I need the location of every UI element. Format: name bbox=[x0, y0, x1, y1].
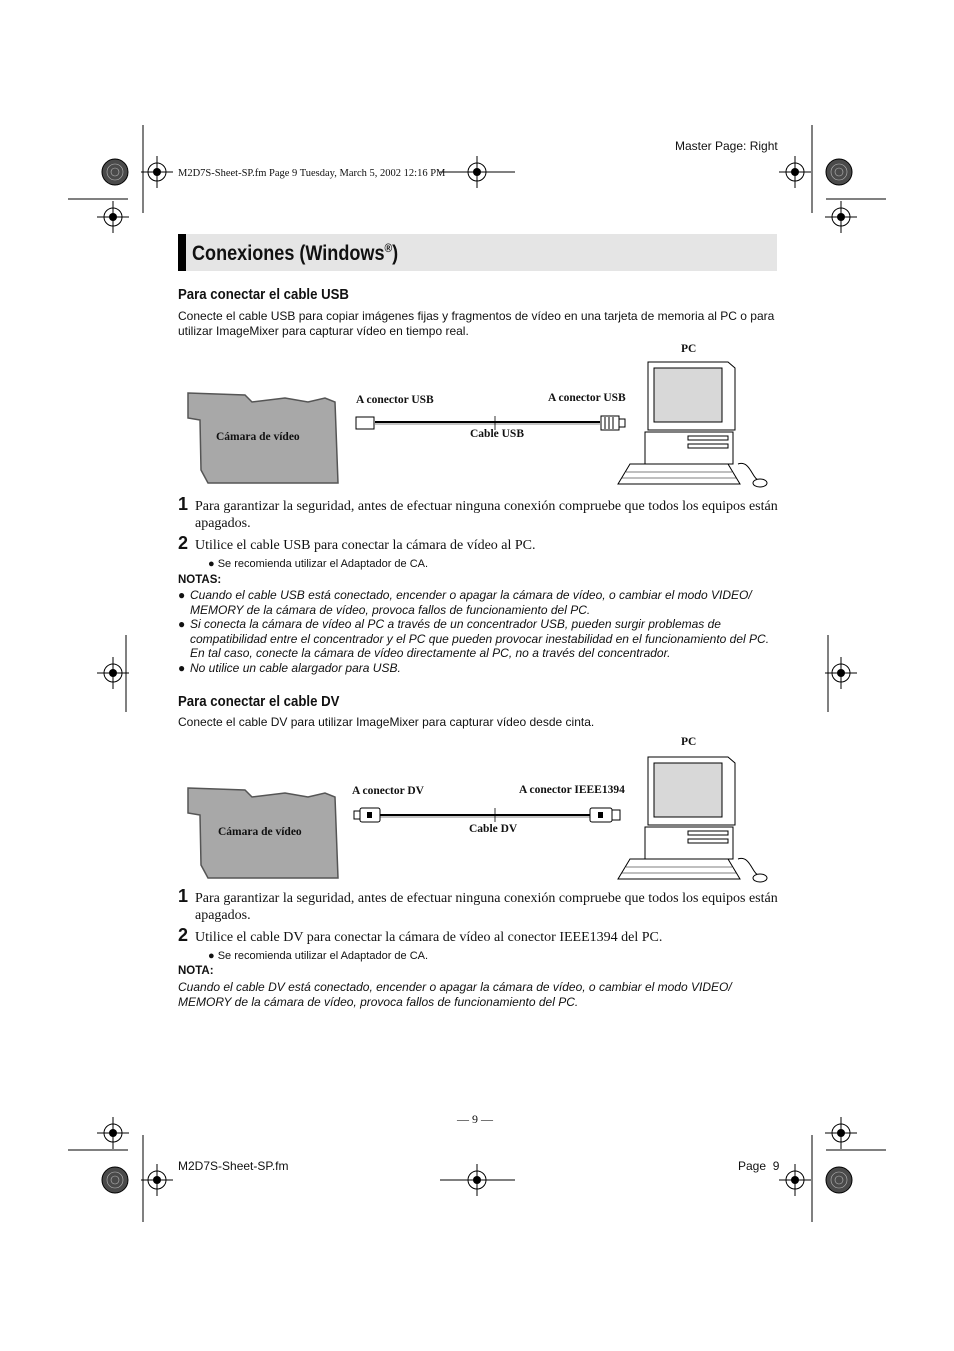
usb-left-connector-label: A conector USB bbox=[356, 394, 434, 406]
crosshair-icon bbox=[825, 1117, 857, 1149]
list-item: ● No utilice un cable alargador para USB. bbox=[178, 660, 401, 675]
dv-cable-label: Cable DV bbox=[469, 823, 518, 835]
dv-intro: Conecte el cable DV para utilizar ImageMixer para capturar vídeo desde cinta. bbox=[178, 715, 595, 729]
list-item: 2 Utilice el cable USB para conectar la cámara de vídeo al PC. bbox=[178, 533, 536, 553]
title-bar bbox=[178, 234, 777, 271]
dv-diagram-art bbox=[180, 735, 780, 895]
pc-icon bbox=[618, 362, 767, 487]
dv-right-connector-label: A conector IEEE1394 bbox=[519, 784, 625, 796]
dv-step-note: ● Se recomienda utilizar el Adaptador de CA. bbox=[208, 950, 429, 962]
color-target-icon bbox=[102, 1167, 128, 1193]
usb-camera-label: Cámara de vídeo bbox=[216, 431, 300, 443]
list-item: 1 Para garantizar la seguridad, antes de efectuar ninguna conexión compruebe que todos los equipos están apagados. bbox=[178, 886, 778, 923]
footer-page-label: Page 9 bbox=[738, 1159, 780, 1173]
color-target-icon bbox=[826, 1167, 852, 1193]
dv-note: Cuando el cable DV está conectado, encender o apagar la cámara de vídeo, o cambiar el modo VIDEO/ MEMORY de la cámara de vídeo, provoca fallos de funcionamiento del PC. bbox=[178, 980, 732, 1009]
usb-plug-right-icon bbox=[601, 416, 619, 430]
crosshair-icon bbox=[825, 657, 857, 689]
dv-note-title: NOTA: bbox=[178, 965, 214, 977]
usb-diagram-art bbox=[180, 340, 780, 500]
title-accent-bar bbox=[178, 234, 186, 271]
usb-notes-title: NOTAS: bbox=[178, 574, 222, 586]
page-title: Conexiones (Windows®) bbox=[192, 241, 399, 265]
dv-left-connector-label: A conector DV bbox=[352, 785, 424, 797]
file-info-line: M2D7S-Sheet-SP.fm Page 9 Tuesday, March 5, 2002 12:16 PM bbox=[178, 168, 446, 179]
dv-pc-label: PC bbox=[681, 736, 697, 748]
usb-step-note: ● Se recomienda utilizar el Adaptador de CA. bbox=[208, 558, 429, 570]
dv-steps bbox=[178, 888, 778, 962]
crosshair-icon bbox=[779, 1164, 811, 1196]
usb-notes-list bbox=[178, 588, 778, 675]
crosshair-icon bbox=[141, 156, 173, 188]
crosshair-icon bbox=[97, 1117, 129, 1149]
crosshair-icon bbox=[825, 201, 857, 233]
usb-steps bbox=[178, 496, 778, 570]
usb-intro: Conecte el cable USB para copiar imágenes fijas y fragmentos de vídeo en una tarjeta de memoria al PC o para utilizar ImageMixer para capturar vídeo en tiempo real. bbox=[178, 309, 775, 338]
list-item: 2 Utilice el cable DV para conectar la cámara de vídeo al conector IEEE1394 del PC. bbox=[178, 925, 663, 945]
usb-pc-label: PC bbox=[681, 343, 697, 355]
color-target-icon bbox=[826, 159, 852, 185]
list-item: 1 Para garantizar la seguridad, antes de efectuar ninguna conexión compruebe que todos los equipos están apagados. bbox=[178, 494, 778, 531]
page-number: — 9 — bbox=[457, 1112, 493, 1126]
footer-file-name: M2D7S-Sheet-SP.fm bbox=[178, 1159, 289, 1173]
crosshair-icon bbox=[97, 657, 129, 689]
usb-right-connector-label: A conector USB bbox=[548, 392, 626, 404]
dv-section-heading: Para conectar el cable DV bbox=[178, 693, 340, 710]
crosshair-icon bbox=[141, 1164, 173, 1196]
usb-plug-left-icon bbox=[356, 417, 374, 429]
dv-camera-label: Cámara de vídeo bbox=[218, 826, 302, 838]
crosshair-icon bbox=[779, 156, 811, 188]
ieee1394-plug-right-icon bbox=[590, 808, 620, 822]
usb-cable-label: Cable USB bbox=[470, 428, 524, 440]
usb-connection-diagram bbox=[180, 340, 780, 500]
list-item: ● Si conecta la cámara de vídeo al PC a través de un concentrador USB, pueden surgir problemas de compatibilidad entre el concentrador y el PC que pueden provocar inestabilidad en el funcionamiento del PC. En tal caso, conecte la cámara de vídeo directamente al PC, no a través del concentrador. bbox=[178, 617, 770, 660]
usb-section-heading: Para conectar el cable USB bbox=[178, 286, 349, 303]
dv-plug-left-icon bbox=[354, 808, 380, 822]
pc-icon bbox=[618, 757, 767, 882]
color-target-icon bbox=[102, 159, 128, 185]
dv-connection-diagram bbox=[180, 735, 780, 895]
crosshair-icon bbox=[97, 201, 129, 233]
list-item: ● Cuando el cable USB está conectado, encender o apagar la cámara de vídeo, o cambiar el modo VIDEO/ MEMORY de la cámara de vídeo, provoca fallos de funcionamiento del PC. bbox=[178, 588, 752, 617]
master-page-label: Master Page: Right bbox=[675, 139, 778, 153]
